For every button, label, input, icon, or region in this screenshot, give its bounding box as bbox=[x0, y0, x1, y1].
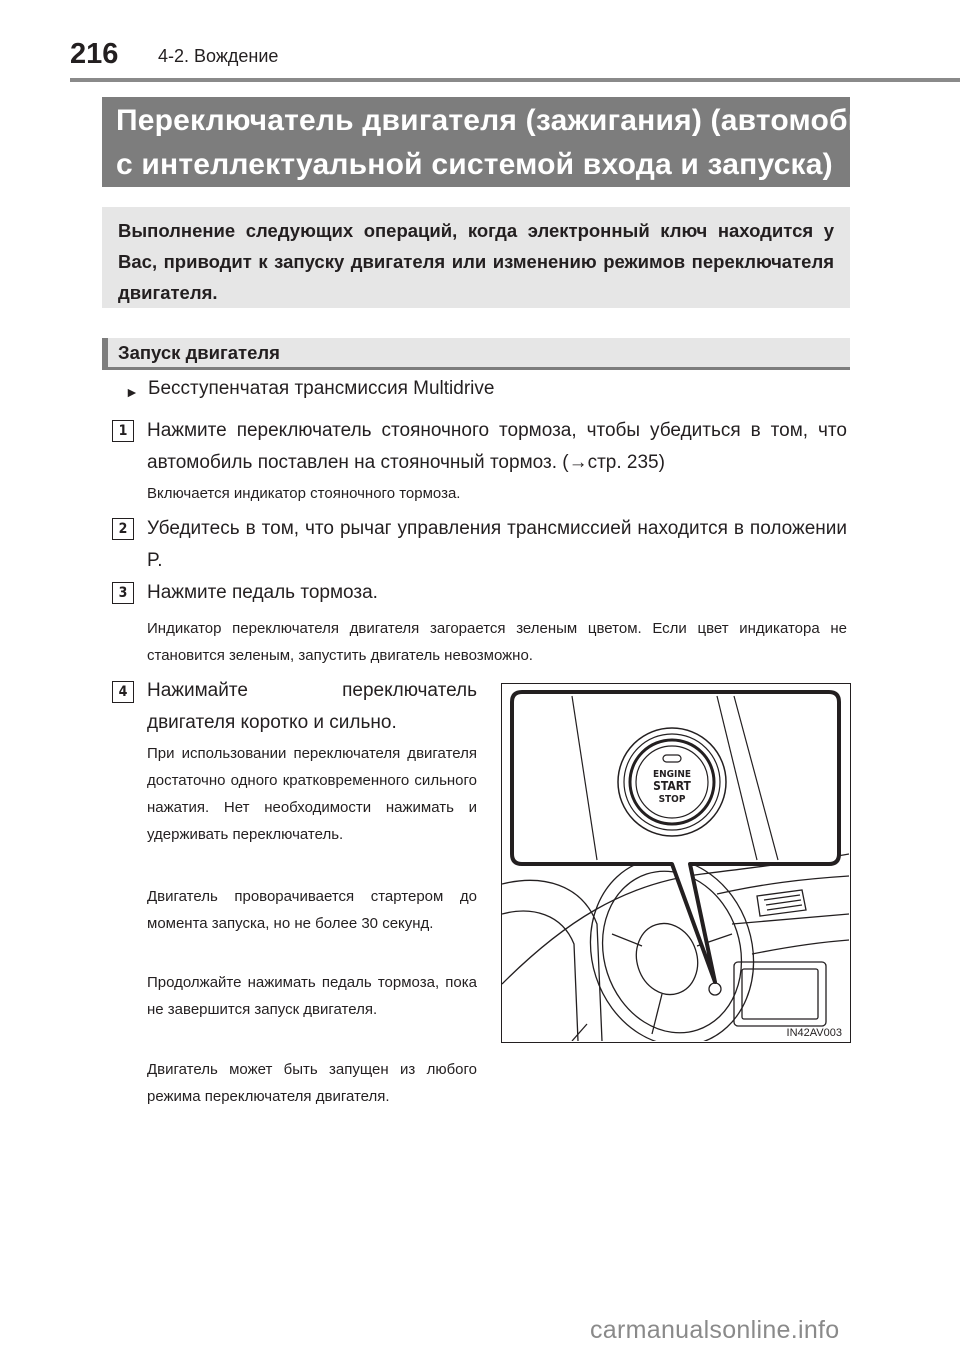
watermark: carmanualsonline.info bbox=[590, 1316, 840, 1344]
step-text-4: Нажимайте переключатель двигателя коротко и сильно. bbox=[147, 680, 477, 733]
step-note-3: Индикатор переключателя двигателя загорается зеленым цветом. Если цвет индикатора не становится зеленым, запустить двигатель невозможно. bbox=[147, 620, 847, 664]
step-number-2: 2 bbox=[112, 518, 134, 540]
illustration-code: IN42AV003 bbox=[786, 1027, 842, 1039]
button-label-start: START bbox=[653, 779, 691, 793]
step-number-3: 3 bbox=[112, 582, 134, 604]
step-text-1: Нажмите переключатель стояночного тормоза, чтобы убедиться в том, что автомобиль поставлен на стояночный тормоз. (→стр. 235) bbox=[147, 420, 847, 473]
step-note-4b: Двигатель проворачивается стартером до момента запуска, но не более 30 секунд. bbox=[147, 888, 477, 932]
step-number-1: 1 bbox=[112, 420, 134, 442]
transmission-label: Бесступенчатая трансмиссия Multidrive bbox=[148, 378, 495, 399]
section-label: 4-2. Вождение bbox=[158, 46, 279, 66]
page-number: 216 bbox=[70, 38, 119, 70]
title-box bbox=[102, 97, 905, 187]
subheading: Запуск двигателя bbox=[102, 338, 850, 370]
intro-box: Выполнение следующих операций, когда электронный ключ находится у Вас, приводит к запуску двигателя или изменению режимов переключателя двигателя. bbox=[102, 207, 850, 308]
title-line-2: с интеллектуальной системой входа и запуска) bbox=[116, 148, 833, 181]
button-label-stop: STOP bbox=[658, 794, 686, 805]
step-note-4a: При использовании переключателя двигателя достаточно одного кратковременного сильного нажатия. Нет необходимости нажимать и удерживать переключатель. bbox=[147, 745, 477, 843]
step-note-1: Включается индикатор стояночного тормоза. bbox=[147, 485, 461, 502]
step-text-2: Убедитесь в том, что рычаг управления трансмиссией находится в положении P. bbox=[147, 518, 847, 571]
step-note-4d: Двигатель может быть запущен из любого режима переключателя двигателя. bbox=[147, 1061, 477, 1105]
header-rule bbox=[70, 78, 960, 82]
step-note-4c: Продолжайте нажимать педаль тормоза, пока не завершится запуск двигателя. bbox=[147, 974, 477, 1018]
step-number-4: 4 bbox=[112, 681, 134, 703]
button-label-engine: ENGINE bbox=[652, 769, 692, 780]
triangle-marker-icon: ► bbox=[125, 384, 139, 400]
engine-start-illustration bbox=[501, 683, 851, 1043]
step-text-3: Нажмите педаль тормоза. bbox=[147, 582, 378, 603]
title-line-1: Переключатель двигателя (зажигания) (автомобили bbox=[116, 104, 905, 137]
